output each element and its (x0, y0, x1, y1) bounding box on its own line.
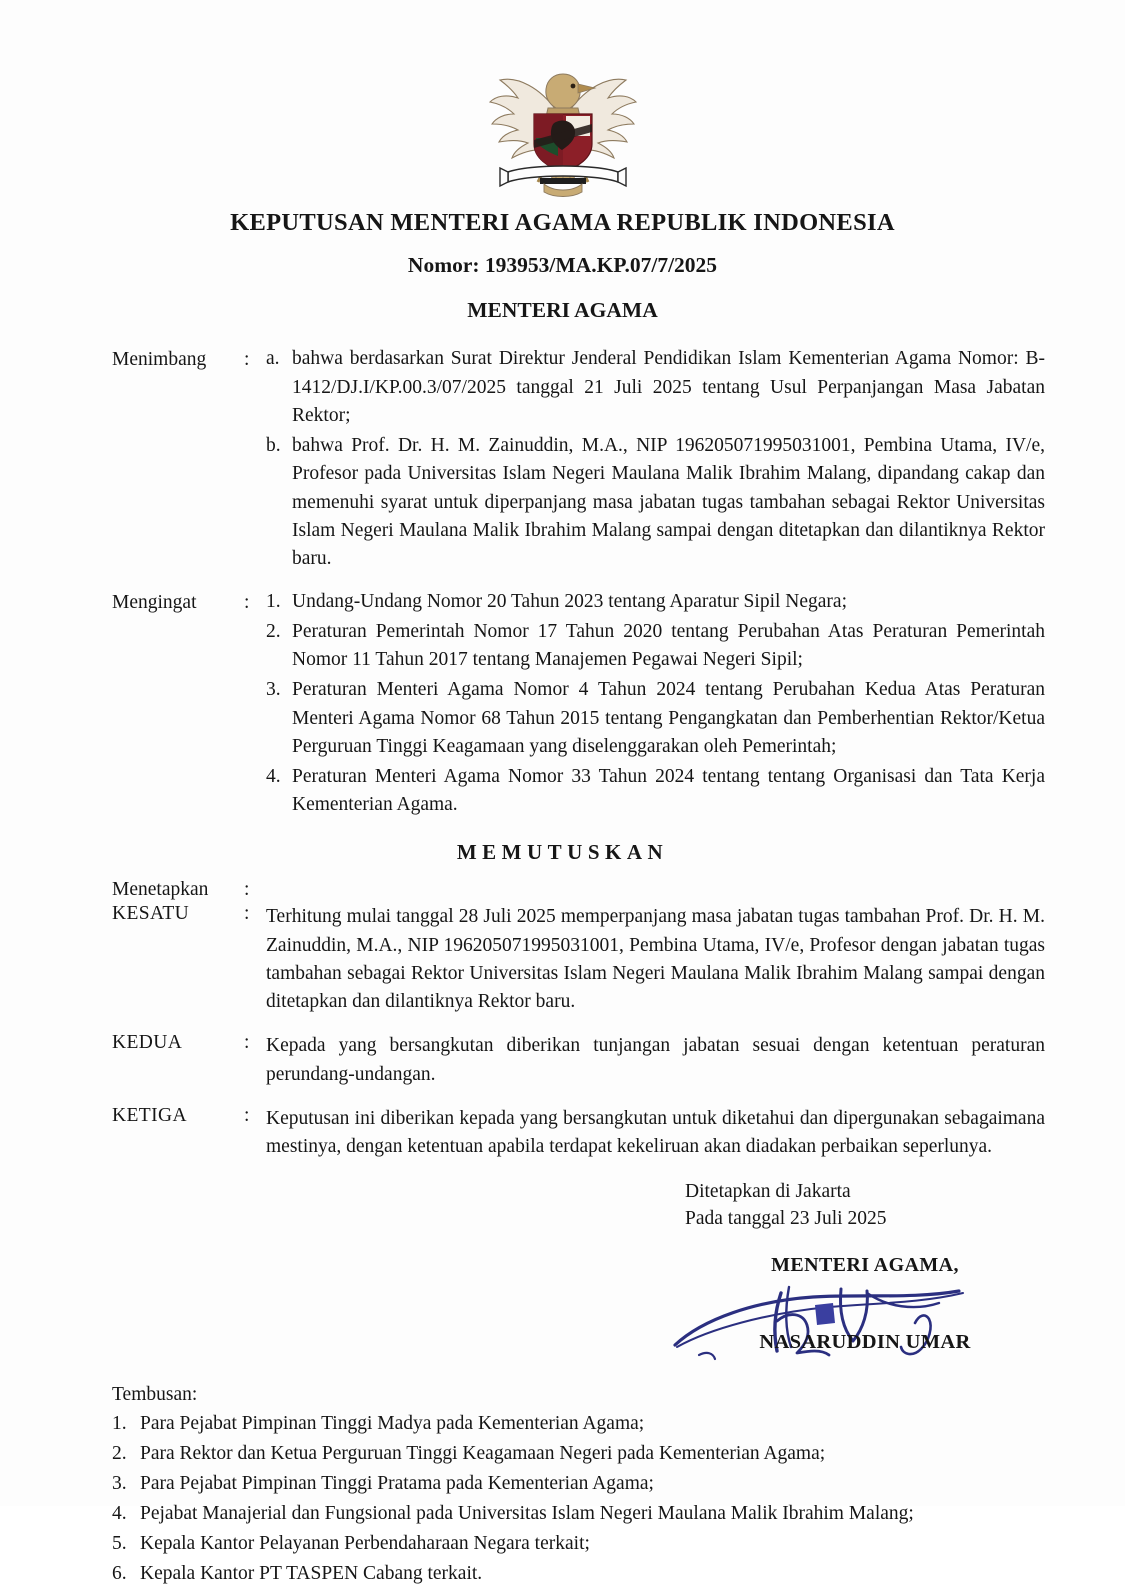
item-marker: 5. (112, 1533, 127, 1555)
menimbang-section (112, 345, 1045, 573)
decision-colon: : (244, 1032, 250, 1054)
decision-label: KESATU (112, 903, 190, 925)
menimbang-colon: : (244, 349, 250, 371)
menimbang-label: Menimbang (112, 349, 207, 371)
item-text: Kepala Kantor PT TASPEN Cabang terkait. (140, 1563, 483, 1585)
signature-place: Ditetapkan di Jakarta (685, 1181, 851, 1203)
decision-item-ketiga (112, 1105, 1045, 1162)
item-text: Peraturan Menteri Agama Nomor 33 Tahun 2024 tentang tentang Organisasi dan Tata Kerja Kementerian Agama. (292, 766, 1045, 816)
document-title: KEPUTUSAN MENTERI AGAMA REPUBLIK INDONESIA (230, 209, 895, 236)
decision-text: Terhitung mulai tanggal 28 Juli 2025 memperpanjang masa jabatan tugas tambahan Prof. Dr. H. M. Zainuddin, M.A., NIP 196205071995031001, Pembina Utama, IV/e, Profesor dengan jabatan tugas tambahan sebagai Rektor Universitas Islam Negeri Maulana Malik Ibrahim Malang sampai dengan ditetapkan dan dilantiknya Rektor baru. (266, 906, 1045, 1013)
list-item (112, 1409, 1045, 1439)
item-marker: 3. (266, 679, 281, 701)
item-text: Pejabat Manajerial dan Fungsional pada Universitas Islam Negeri Maulana Malik Ibrahim Malang; (140, 1503, 914, 1525)
list-item (112, 1469, 1045, 1499)
signature-block (0, 1179, 1125, 1354)
item-text: Para Rektor dan Ketua Perguruan Tinggi Keagamaan Negeri pada Kementerian Agama; (140, 1443, 826, 1465)
list-item (266, 588, 1045, 616)
item-marker: 1. (266, 590, 281, 612)
mengingat-label: Mengingat (112, 591, 197, 613)
item-marker: 6. (112, 1563, 127, 1585)
tembusan-title: Tembusan: (112, 1384, 198, 1406)
item-marker: 3. (112, 1473, 127, 1495)
item-marker: 2. (112, 1443, 127, 1465)
item-marker: a. (266, 348, 280, 370)
list-item (266, 763, 1045, 820)
decision-label: KEDUA (112, 1032, 183, 1054)
item-marker: b. (266, 435, 281, 457)
item-text: Para Pejabat Pimpinan Tinggi Madya pada Kementerian Agama; (140, 1413, 645, 1435)
item-text: Peraturan Pemerintah Nomor 17 Tahun 2020 tentang Perubahan Atas Peraturan Pemerintah Nomor 11 Tahun 2017 tentang Manajemen Pegawai Negeri Sipil; (292, 620, 1045, 671)
memutuskan-heading: MEMUTUSKAN (456, 839, 669, 864)
decision-text: Kepada yang bersangkutan diberikan tunjangan jabatan sesuai dengan ketentuan peraturan perundang-undangan. (266, 1035, 1045, 1085)
list-item (112, 1559, 1045, 1589)
handwritten-signature-icon (663, 1267, 993, 1372)
document-number: Nomor: 193953/MA.KP.07/7/2025 (407, 253, 718, 278)
item-marker: 4. (112, 1503, 127, 1525)
decision-label: KETIGA (112, 1104, 187, 1126)
list-item (112, 1499, 1045, 1529)
list-item (112, 1439, 1045, 1469)
item-text: Kepala Kantor Pelayanan Perbendaharaan Negara terkait; (140, 1533, 590, 1555)
tembusan-section (0, 1380, 1125, 1589)
document-header (0, 208, 1125, 323)
mengingat-section (112, 588, 1045, 820)
item-text: Undang-Undang Nomor 20 Tahun 2023 tentang Aparatur Sipil Negara; (292, 590, 847, 612)
item-text: bahwa berdasarkan Surat Direktur Jenderal Pendidikan Islam Kementerian Agama Nomor: B-1412/DJ.I/KP.00.3/07/2025 tanggal 21 Juli 2025 tentang Usul Perpanjangan Masa Jabatan Rektor; (292, 348, 1045, 426)
decision-text: Keputusan ini diberikan kepada yang bersangkutan untuk diketahui dan dipergunakan sebagaimana mestinya, dengan ketentuan apabila terdapat kekeliruan akan diadakan perbaikan seperlunya. (266, 1107, 1045, 1158)
garuda-pancasila-icon (478, 52, 648, 200)
mengingat-items (266, 588, 1045, 820)
item-marker: 1. (112, 1413, 127, 1435)
item-marker: 2. (266, 620, 281, 642)
list-item (266, 345, 1045, 430)
signature-date: Pada tanggal 23 Juli 2025 (685, 1207, 887, 1229)
mengingat-colon: : (244, 591, 250, 613)
item-marker: 4. (266, 766, 281, 788)
decision-colon: : (244, 903, 250, 925)
document-body (0, 345, 1125, 819)
menimbang-items (266, 345, 1045, 573)
decision-item-kesatu (112, 903, 1045, 1016)
issuing-authority: MENTERI AGAMA (467, 298, 658, 323)
list-item (266, 432, 1045, 573)
decision-colon: : (244, 1104, 250, 1126)
signatory-name: NASARUDDIN UMAR (759, 1331, 971, 1354)
emblem-container (0, 0, 1125, 200)
item-text: bahwa Prof. Dr. H. M. Zainuddin, M.A., NIP 196205071995031001, Pembina Utama, IV/e, Profesor pada Universitas Islam Negeri Maulana Malik Ibrahim Malang, dipandang cakap dan memenuhi syarat untuk diperpanjang masa jabatan tugas tambahan sebagai Rektor Universitas Islam Negeri Maulana Malik Ibrahim Malang sampai dengan ditetapkan dan dilantiknya Rektor baru. (292, 435, 1045, 570)
list-item (266, 618, 1045, 675)
item-text: Peraturan Menteri Agama Nomor 4 Tahun 2024 tentang Perubahan Kedua Atas Peraturan Menteri Agama Nomor 68 Tahun 2015 tentang Pengangkatan dan Pemberhentian Rektor/Ketua Perguruan Tinggi Keagamaan yang diselenggarakan oleh Pemerintah; (292, 679, 1045, 757)
list-item (112, 1529, 1045, 1559)
menetapkan-row (112, 875, 1045, 904)
item-text: Para Pejabat Pimpinan Tinggi Pratama pada Kementerian Agama; (140, 1473, 654, 1495)
signature-title: MENTERI AGAMA, (771, 1254, 959, 1277)
list-item (266, 676, 1045, 761)
menetapkan-colon: : (244, 878, 250, 900)
decision-item-kedua (112, 1032, 1045, 1089)
menetapkan-label: Menetapkan (112, 878, 209, 900)
decision-section (0, 875, 1125, 1162)
